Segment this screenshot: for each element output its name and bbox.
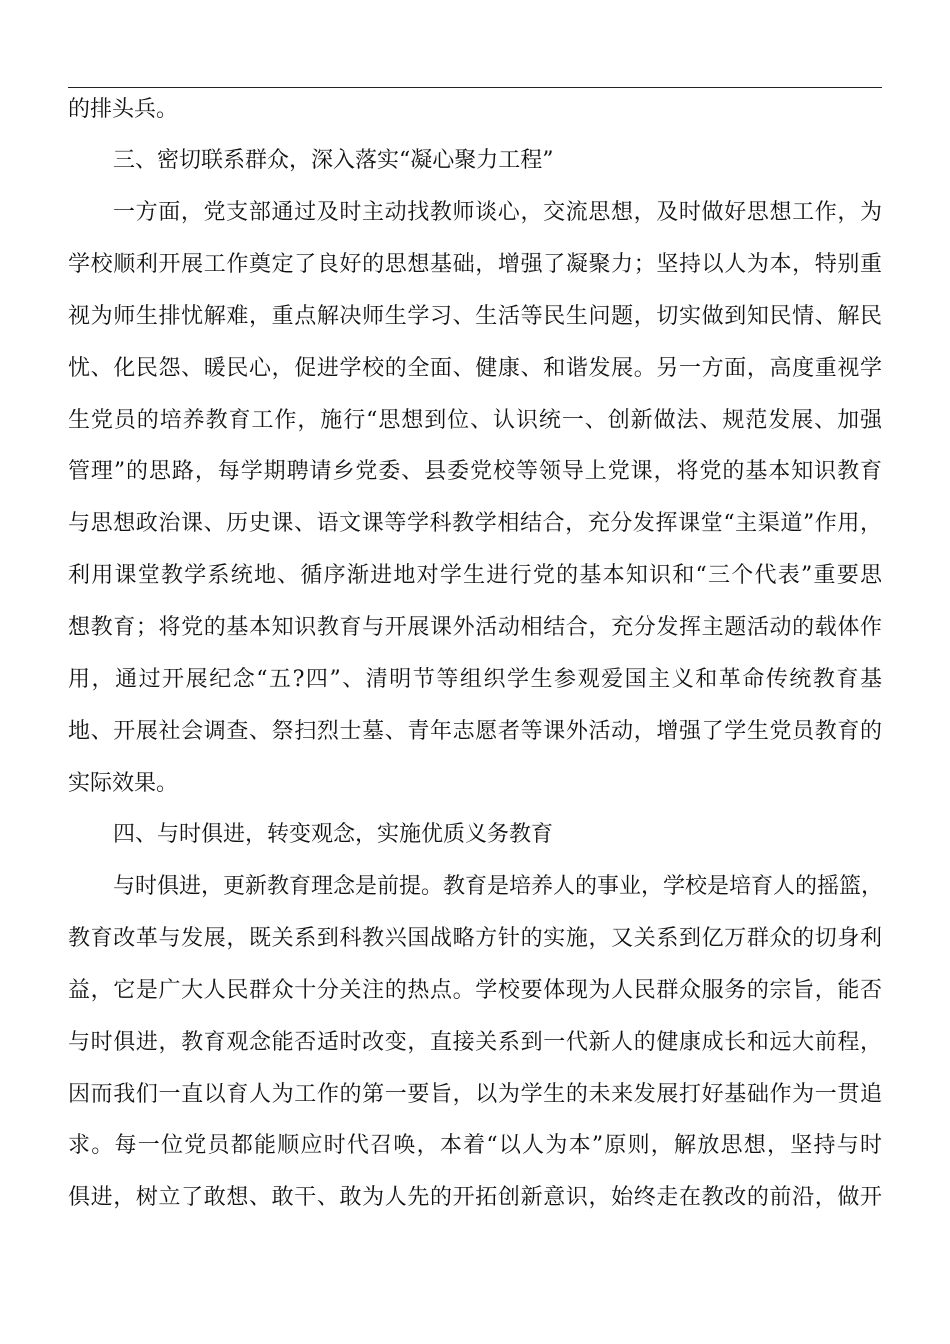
text-line: 忧、化民怨、暖民心，促进学校的全面、健康、和谐发展。另一方面，高度重视学 xyxy=(68,356,882,381)
text-line: 与思想政治课、历史课、语文课等学科教学相结合，充分发挥课堂“主渠道”作用， xyxy=(68,511,882,536)
section-heading: 三、密切联系群众，深入落实“凝心聚力工程” xyxy=(113,148,554,173)
text-line: 与时俱进，教育观念能否适时改变，直接关系到一代新人的健康成长和远大前程， xyxy=(68,1030,882,1055)
text-line: 管理”的思路，每学期聘请乡党委、县委党校等领导上党课，将党的基本知识教育 xyxy=(68,459,882,484)
text-line: 利用课堂教学系统地、循序渐进地对学生进行党的基本知识和“三个代表”重要思 xyxy=(68,563,882,588)
text-line: 视为师生排忧解难，重点解决师生学习、生活等民生问题，切实做到知民情、解民 xyxy=(68,304,882,329)
text-line: 因而我们一直以育人为工作的第一要旨，以为学生的未来发展打好基础作为一贯追 xyxy=(68,1082,882,1107)
text-line: 益，它是广大人民群众十分关注的热点。学校要体现为人民群众服务的宗旨，能否 xyxy=(68,978,882,1003)
text-line: 求。每一位党员都能顺应时代召唤，本着“以人为本”原则，解放思想，坚持与时 xyxy=(68,1133,882,1158)
text-line: 一方面，党支部通过及时主动找教师谈心，交流思想，及时做好思想工作，为 xyxy=(113,200,882,225)
header-rule xyxy=(68,87,882,88)
text-line: 地、开展社会调查、祭扫烈士墓、青年志愿者等课外活动，增强了学生党员教育的 xyxy=(68,719,882,744)
text-line: 学校顺利开展工作奠定了良好的思想基础，增强了凝聚力；坚持以人为本，特别重 xyxy=(68,252,882,277)
text-line: 教育改革与发展，既关系到科教兴国战略方针的实施，又关系到亿万群众的切身利 xyxy=(68,926,882,951)
text-line: 的排头兵。 xyxy=(68,97,179,122)
text-line: 用，通过开展纪念“五?四”、清明节等组织学生参观爱国主义和革命传统教育基 xyxy=(68,667,882,692)
section-heading: 四、与时俱进，转变观念，实施优质义务教育 xyxy=(113,822,554,847)
text-line: 实际效果。 xyxy=(68,771,179,796)
text-line: 俱进，树立了敢想、敢干、敢为人先的开拓创新意识，始终走在教改的前沿，做开 xyxy=(68,1185,882,1210)
text-line: 与时俱进，更新教育理念是前提。教育是培养人的事业，学校是培育人的摇篮， xyxy=(113,874,884,899)
text-line: 想教育；将党的基本知识教育与开展课外活动相结合，充分发挥主题活动的载体作 xyxy=(68,615,882,640)
text-line: 生党员的培养教育工作，施行“思想到位、认识统一、创新做法、规范发展、加强 xyxy=(68,408,882,433)
